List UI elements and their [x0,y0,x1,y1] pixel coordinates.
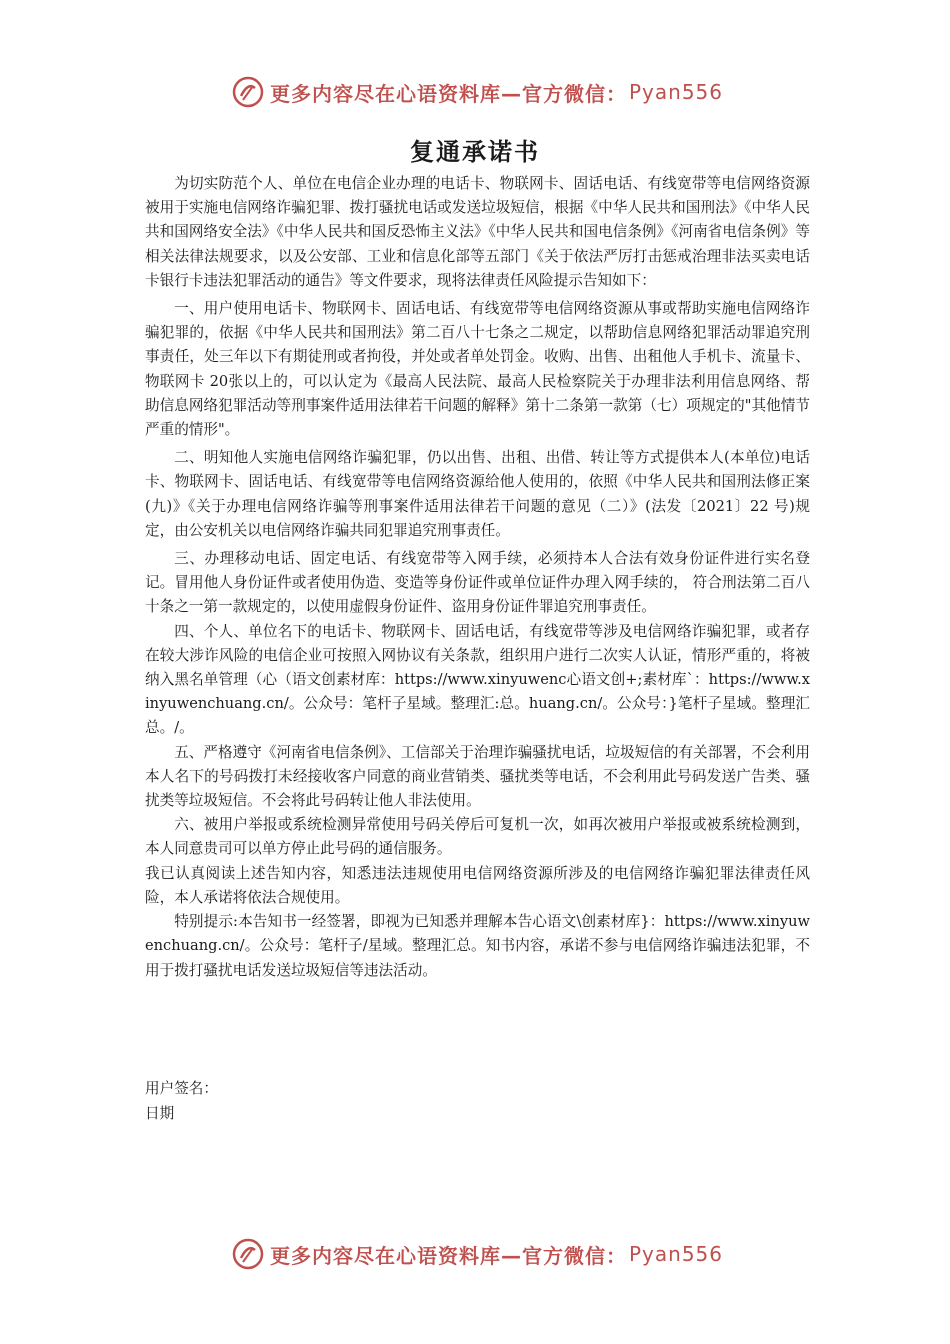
signature-label: 用户签名： [145,1080,218,1097]
clause-3-paragraph: 三、办理移动电话、固定电话、有线宽带等入网手续，必须持本人合法有效身份证件进行实名登记。冒用他人身份证件或者使用伪造、变造等身份证件或单位证件办理入网手续的， 符合刑法第二百八十条之一第一款规定的，以使用虚假身份证件、盗用身份证件罪追究刑事责任。 [145,550,810,616]
date-label: 日期 [145,1105,175,1122]
footer-banner-text: 更多内容尽在心语资料库—官方微信： [270,1243,627,1268]
clause-4-paragraph: 四、个人、单位名下的电话卡、物联网卡、固话电话，有线宽带等涉及电信网络诈骗犯罪，或者存在较大涉诈风险的电信企业可按照入网协议有关条款，组织用户进行二次实人认证，情形严重的，将被纳入黑名单管理（心（语文创素材库：https://www.xinyuwenc心语文创+;素材库`：https://www.xinyuwenchuang.cn/。公众号：笔杆子星域。整理汇:总。huang.cn/。公众号：}笔杆子星域。整理汇总。/。 [145,622,810,737]
page-title: 复通承诺书 [410,137,540,166]
clause-2-paragraph: 二、明知他人实施电信网络诈骗犯罪，仍以出售、出租、出借、转让等方式提供本人(本单位)电话卡、物联网卡、固话电话、有线宽带等电信网络资源给他人使用的，依照《中华人民共和国刑法修正案(九)》《关于办理电信网络诈骗等刑事案件适用法律若干问题的意见（二）》(法发〔2021〕22 号)规定，由公安机关以电信网络诈骗共同犯罪追究刑事责任。 [145,449,810,539]
header-banner [232,74,732,110]
footer-wechat-id: Pyan556 [629,1242,724,1266]
acknowledgement-paragraph: 我已认真阅读上述告知内容，知悉违法违规使用电信网络资源所涉及的电信网络诈骗犯罪法律责任风险，本人承诺将依法合规使用。 [145,864,810,906]
header-wechat-id: Pyan556 [629,80,724,104]
clause-5-paragraph: 五、严格遵守《河南省电信条例》、工信部关于治理诈骗骚扰电话，垃圾短信的有关部署，不会利用本人名下的号码拨打未经接收客户同意的商业营销类、骚扰类等电话，不会利用此号码发送广告类、骚扰类等垃圾短信。不会将此号码转让他人非法使用。 [145,743,810,810]
intro-paragraph: 为切实防范个人、单位在电信企业办理的电话卡、物联网卡、固话电话、有线宽带等电信网络资源被用于实施电信网络诈骗犯罪、拨打骚扰电话或发送垃圾短信，根据《中华人民共和国刑法》《中华人民共和国网络安全法》《中华人民共和国反恐怖主义法》《中华人民共和国电信条例》《河南省电信条例》等相关法律法规要求，以及公安部、工业和信息化部等五部门《关于依法严厉打击惩戒治理非法买卖电话卡银行卡违法犯罪活动的通告》等文件要求，现将法律责任风险提示告知如下： [145,175,810,289]
header-banner-text: 更多内容尽在心语资料库—官方微信： [270,81,627,106]
clause-6-paragraph: 六、被用户举报或系统检测异常使用号码关停后可复机一次，如再次被用户举报或被系统检测到，本人同意贵司可以单方停止此号码的通信服务。 [145,816,810,858]
library-logo-icon [232,1238,264,1270]
special-notice-paragraph: 特别提示:本告知书一经签署，即视为已知悉并理解本告心语文\创素材库}：https://www.xinyuwenchuang.cn/。公众号：笔杆子/星域。整理汇总。知书内容，承诺不参与电信网络诈骗违法犯罪，不用于拨打骚扰电话发送垃圾短信等违法活动。 [145,913,810,979]
clause-1-paragraph: 一、用户使用电话卡、物联网卡、固话电话、有线宽带等电信网络资源从事或帮助实施电信网络诈骗犯罪的，依据《中华人民共和国刑法》第二百八十七条之二规定，以帮助信息网络犯罪活动罪追究刑事责任，处三年以下有期徒刑或者拘役，并处或者单处罚金。收购、出售、出租他人手机卡、流量卡、物联网卡 20张以上的，可以认定为《最高人民法院、最高人民检察院关于办理非法利用信息网络、帮助信息网络犯罪活动等刑事案件适用法律若干问题的解释》第十二条第一款第（七）项规定的"其他情节严重的情形"。 [145,300,810,439]
footer-banner [232,1236,732,1272]
library-logo-icon [232,76,264,108]
document-body [145,172,810,983]
